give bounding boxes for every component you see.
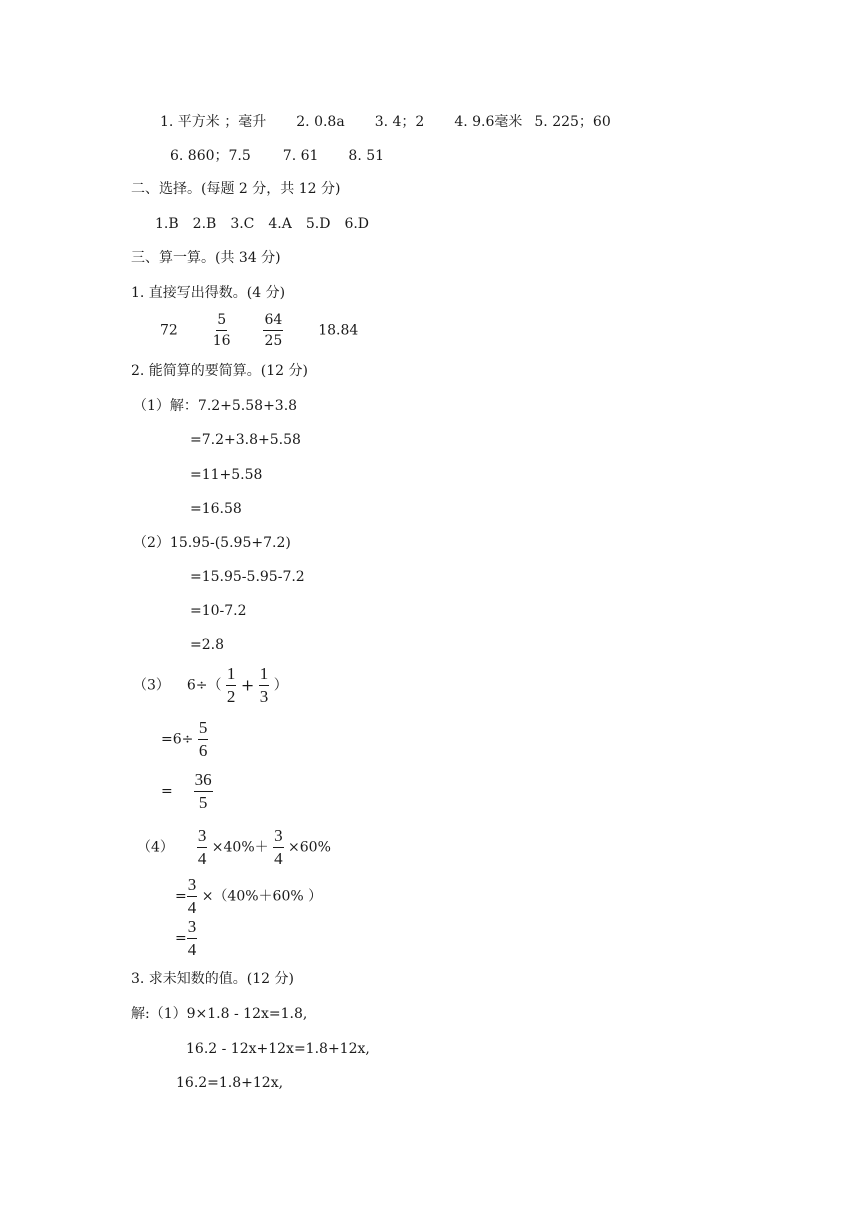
calc-4-term: ×60% [288,839,331,856]
calc-4-step-lead: = [175,888,187,905]
fraction-5-16: $\frac{5}{16}$ [212,312,231,349]
fill-answer: 2. 0.8a [296,114,345,130]
fraction-1-3: $\frac{1}{3}$ [259,664,269,706]
fill-answer: 3. 4；2 [374,114,425,130]
calc-3-step-lead: =6÷ [161,731,194,748]
answer-72: 72 [160,322,178,339]
calc-4-step [175,876,322,917]
calc-3-label: （3） [133,677,170,694]
question-3-heading: 3. 求未知数的值。(12 分) [131,971,294,987]
fill-answer: 6. 860；7.5 [170,148,251,164]
choice-answer: 5.D [305,216,331,232]
calc-3-result-lead: = [161,783,173,800]
choice-answer: 6.D [344,216,370,232]
fraction-5-6: $\frac{5}{6}$ [198,718,208,760]
calc-2-line: （2）15.95-(5.95+7.2) [133,535,291,551]
calc-4-result [175,918,197,959]
fill-answer: 8. 51 [348,148,385,164]
section-heading-choice: 二、选择。(每题 2 分，共 12 分) [131,181,341,197]
choice-answer: 1.B [155,216,179,232]
fraction-3-4: $\frac{3}{4}$ [187,917,197,959]
fraction-1-2: $\frac{1}{2}$ [226,664,236,706]
choice-answers [155,215,369,233]
fraction-3-4: $\frac{3}{4}$ [274,826,283,868]
choice-answer: 2.B [192,216,217,232]
equation-line: 16.2 - 12x+12x=1.8+12x, [186,1041,370,1057]
calc-3-lead: 6÷（ [186,677,222,694]
calc-1-result: =16.58 [190,501,242,517]
choice-answer: 4.A [268,216,292,232]
question-2-heading: 2. 能简算的要简算。(12 分) [131,363,308,379]
calc-1-step: =11+5.58 [190,467,263,483]
calc-4-term: ×40%＋ [211,839,269,856]
question-1-answers [160,312,358,349]
calc-3-line [133,665,288,706]
plus-sign: + [240,675,255,695]
fraction-3-4: $\frac{3}{4}$ [187,875,197,917]
question-1-heading: 1. 直接写出得数。(4 分) [131,285,286,301]
fraction-64-25: $\frac{64}{25}$ [264,312,283,349]
fill-answer: 1. 平方米 ；毫升 [160,114,267,130]
calc-4-line [137,827,331,868]
calc-3-step [161,719,208,760]
calc-2-result: =2.8 [190,637,224,653]
calc-3-result [161,771,213,812]
calc-4-result-lead: = [175,930,187,947]
calc-2-step: =10-7.2 [190,603,247,619]
fill-answers-row-2 [170,147,384,165]
calc-1-line: （1）解：7.2+5.58+3.8 [133,398,298,414]
calc-4-step-tail: ×（40%＋60% ） [201,888,323,905]
close-paren: ） [273,677,288,694]
answer-18-84: 18.84 [318,322,359,339]
fill-answers-row-1 [160,113,611,131]
choice-answer: 3.C [230,216,255,232]
calc-4-label: （4） [137,839,174,856]
calc-1-step: =7.2+3.8+5.58 [190,432,301,448]
fill-answer: 7. 61 [282,148,319,164]
fill-answer: 5. 225；60 [534,114,611,130]
fraction-36-5: $\frac{36}{5}$ [194,770,212,812]
fill-answer: 4. 9.6毫米 [454,114,523,130]
calc-2-step: =15.95-5.95-7.2 [190,569,305,585]
section-heading-calc: 三、算一算。(共 34 分) [131,250,281,266]
equation-line: 16.2=1.8+12x, [176,1075,284,1091]
fraction-3-4: $\frac{3}{4}$ [197,826,207,868]
equation-line: 解:（1）9×1.8 - 12x=1.8, [131,1006,308,1022]
